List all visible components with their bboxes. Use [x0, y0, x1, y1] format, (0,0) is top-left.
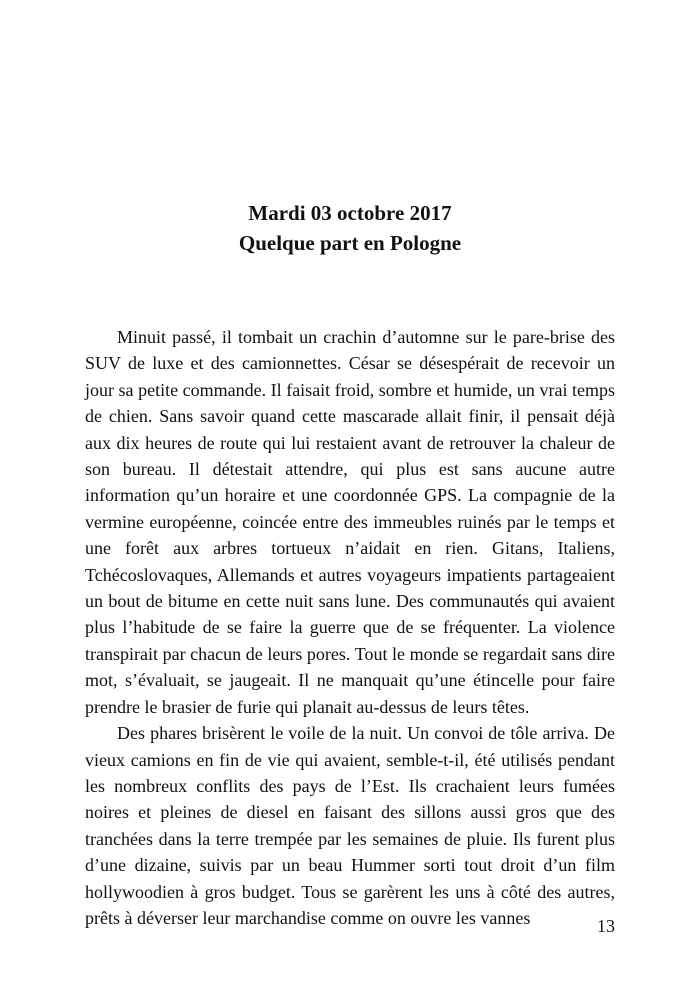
chapter-date-heading: Mardi 03 octobre 2017: [248, 201, 452, 225]
paragraph: Des phares brisèrent le voile de la nuit. Un convoi de tôle arriva. De vieux camions en fin de vie qui avaient, semble-t-il, été utilisés pendant les nombreux conflits des pays de l’Est. Ils crachaient leurs fumées noires et pleines de diesel en faisant des sillons aussi gros que des tranchées dans la terre trempée par les semaines de pluie. Ils furent plus d’une dizaine, suivis par un beau Hummer sorti tout droit d’un film hollywoodien à gros budget. Tous se garèrent les uns à côté des autres, prêts à déverser leur marchandise comme on ouvre les vannes: [85, 723, 615, 928]
page-number: 13: [597, 916, 615, 936]
body-text: [85, 324, 615, 931]
chapter-place-heading: Quelque part en Pologne: [238, 231, 462, 255]
paragraph: Minuit passé, il tombait un crachin d’automne sur le pare-brise des SUV de luxe et des camionnettes. César se désespérait de recevoir un jour sa petite commande. Il faisait froid, sombre et humide, un vrai temps de chien. Sans savoir quand cette mascarade allait finir, il pensait déjà aux dix heures de route qui lui restaient avant de retrouver la chaleur de son bureau. Il détestait attendre, qui plus est sans aucune autre information qu’un horaire et une coordonnée GPS. La compagnie de la vermine européenne, coincée entre des immeubles ruinés par le temps et une forêt aux arbres tortueux n’aidait en rien. Gitans, Italiens, Tchécoslovaques, Allemands et autres voyageurs impatients partageaient un bout de bitume en cette nuit sans lune. Des communautés qui avaient plus l’habitude de se faire la guerre que de se fréquenter. La violence transpirait par chacun de leurs pores. Tout le monde se regardait sans dire mot, s’évaluait, se jaugeait. Il ne manquait qu’une étincelle pour faire prendre le brasier de furie qui planait au-dessus de leurs têtes.: [85, 327, 615, 717]
